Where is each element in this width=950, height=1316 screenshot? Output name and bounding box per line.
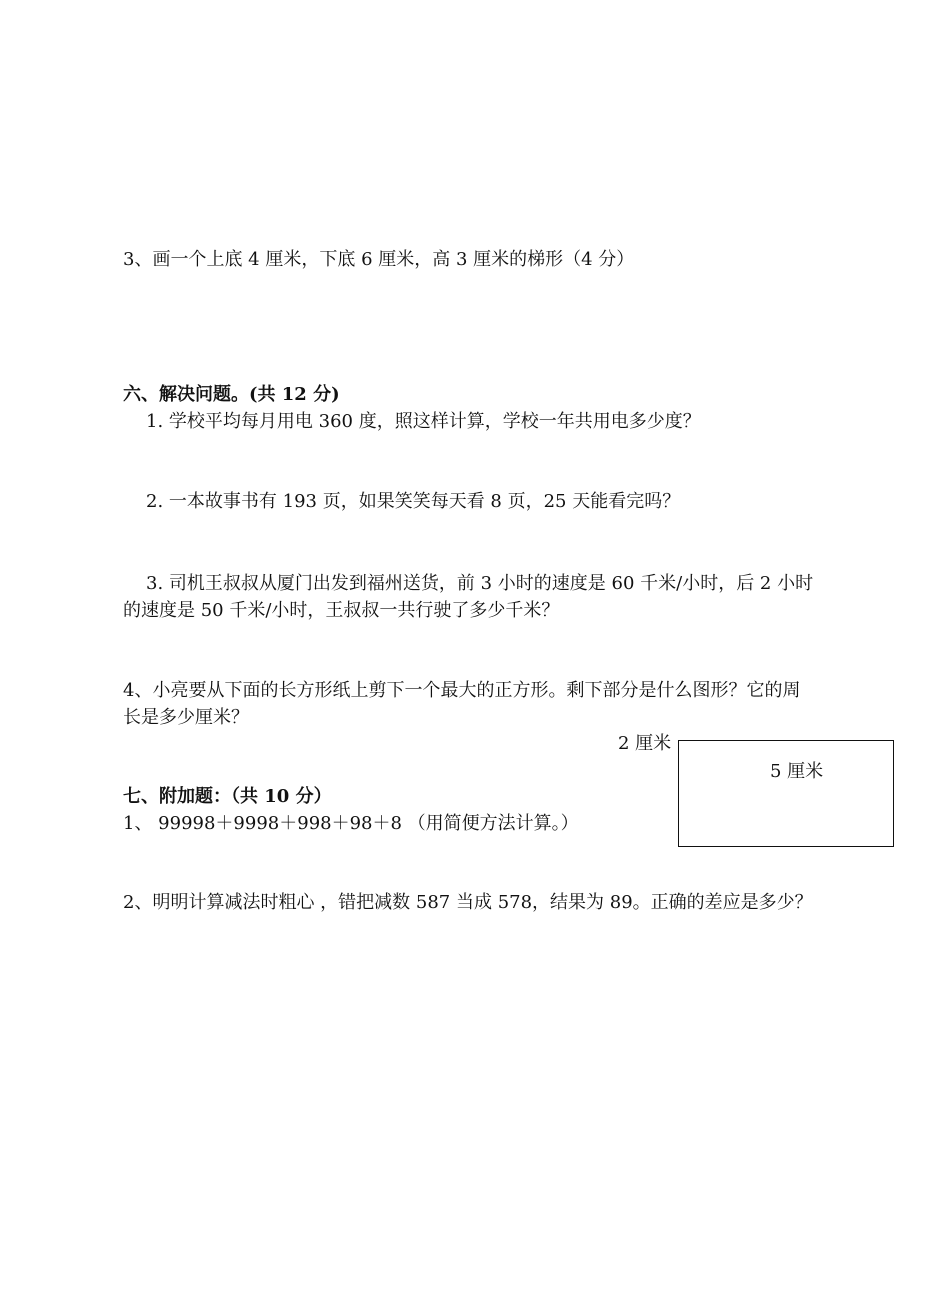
question-electricity: 1. 学校平均每月用电 360 度，照这样计算，学校一年共用电多少度？ [146,411,701,432]
question-storybook: 2. 一本故事书有 193 页，如果笑笑每天看 8 页，25 天能看完吗？ [146,491,681,512]
question-square-cut-line1: 4、小亮要从下面的长方形纸上剪下一个最大的正方形。剩下部分是什么图形？它的周 [123,680,801,701]
rectangle-width-label: 2 厘米 [618,733,672,754]
question-bonus-calculation: 1、 99998＋9998＋998＋98＋8 （用简便方法计算。） [123,813,579,834]
question-square-cut-line2: 长是多少厘米？ [123,707,249,728]
question-draw-trapezoid: 3、画一个上底 4 厘米，下底 6 厘米，高 3 厘米的梯形（4 分） [123,249,635,270]
section-heading-bonus: 七、附加题：（共 10 分） [123,786,332,807]
question-driver-line2: 的速度是 50 千米/小时，王叔叔一共行驶了多少千米？ [123,600,560,621]
rectangle-paper-figure [678,740,894,847]
section-heading-problem-solving: 六、解决问题。(共 12 分) [123,384,340,405]
question-driver-line1: 3. 司机王叔叔从厦门出发到福州送货，前 3 小时的速度是 60 千米/小时，后 2 小时 [146,573,814,594]
rectangle-length-label: 5 厘米 [770,761,824,782]
question-bonus-subtraction: 2、明明计算减法时粗心 ，错把减数 587 当成 578，结果为 89。正确的差应是多少？ [123,892,813,913]
